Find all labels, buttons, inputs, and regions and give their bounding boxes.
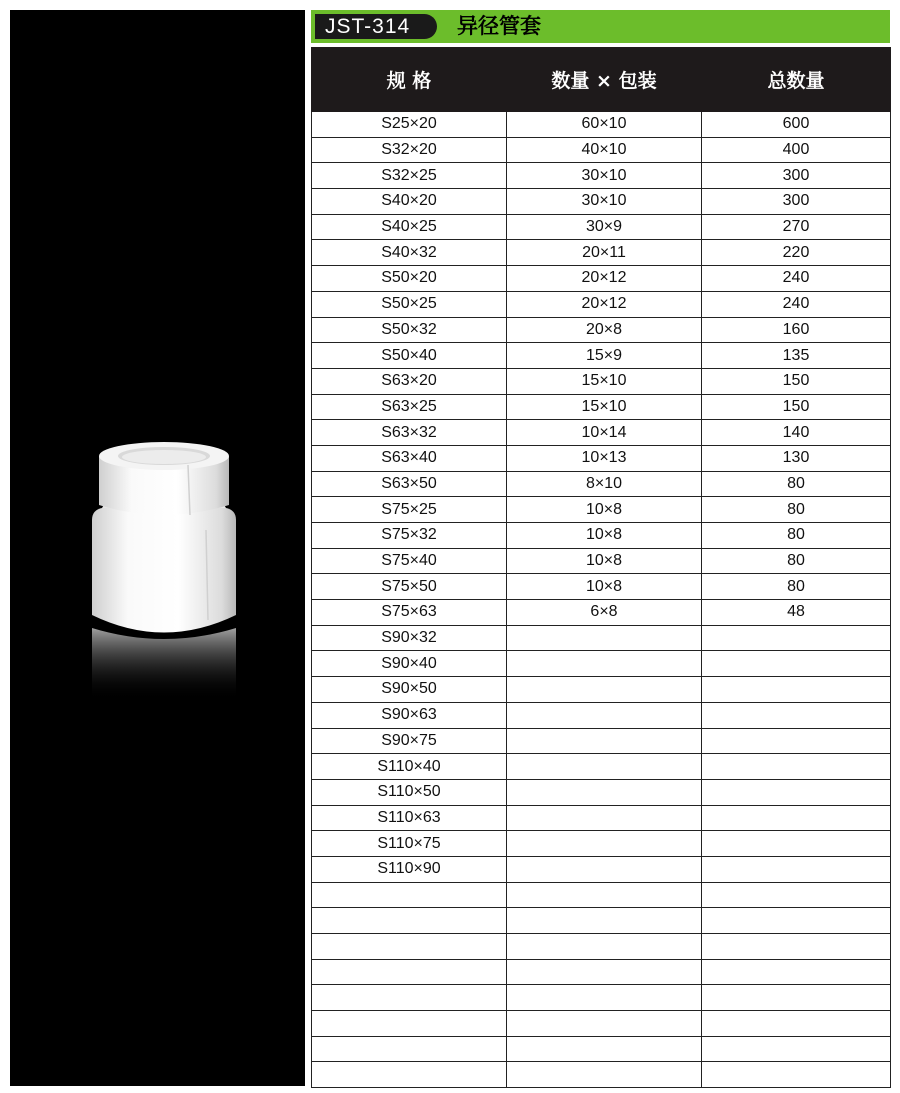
cell-spec <box>312 1036 507 1062</box>
cell-total <box>702 805 891 831</box>
cell-qty-pack <box>507 805 702 831</box>
cell-total <box>702 856 891 882</box>
table-row <box>312 291 891 317</box>
cell-qty-pack: 40×10 <box>507 137 702 163</box>
table-row <box>312 985 891 1011</box>
cell-qty-pack: 20×12 <box>507 266 702 292</box>
cell-spec: S90×75 <box>312 728 507 754</box>
table-row <box>312 1011 891 1037</box>
cell-spec: S75×40 <box>312 548 507 574</box>
cell-spec: S32×25 <box>312 163 507 189</box>
cell-total: 300 <box>702 189 891 215</box>
cell-total: 48 <box>702 600 891 626</box>
cell-qty-pack <box>507 882 702 908</box>
cell-qty-pack <box>507 985 702 1011</box>
table-row <box>312 1036 891 1062</box>
cell-qty-pack <box>507 677 702 703</box>
cell-total: 80 <box>702 523 891 549</box>
cell-spec: S63×20 <box>312 368 507 394</box>
cell-qty-pack: 30×9 <box>507 214 702 240</box>
cell-qty-pack <box>507 625 702 651</box>
cell-spec: S50×40 <box>312 343 507 369</box>
cell-total <box>702 831 891 857</box>
table-row <box>312 137 891 163</box>
cell-qty-pack <box>507 779 702 805</box>
cell-total: 160 <box>702 317 891 343</box>
cell-total <box>702 959 891 985</box>
cell-spec <box>312 1062 507 1088</box>
table-row <box>312 240 891 266</box>
cell-total: 80 <box>702 548 891 574</box>
cell-qty-pack <box>507 959 702 985</box>
table-row <box>312 677 891 703</box>
table-row <box>312 548 891 574</box>
cell-total <box>702 1062 891 1088</box>
header-qty-pack: 数量 × 包装 <box>507 48 702 112</box>
cell-qty-pack <box>507 934 702 960</box>
cell-qty-pack: 15×10 <box>507 368 702 394</box>
cell-qty-pack <box>507 1036 702 1062</box>
cell-total: 240 <box>702 266 891 292</box>
cell-spec: S110×40 <box>312 754 507 780</box>
cell-spec: S90×40 <box>312 651 507 677</box>
table-row <box>312 523 891 549</box>
cell-spec: S75×50 <box>312 574 507 600</box>
cell-spec: S75×32 <box>312 523 507 549</box>
table-row <box>312 959 891 985</box>
cell-qty-pack <box>507 1011 702 1037</box>
cell-qty-pack: 15×9 <box>507 343 702 369</box>
cell-spec: S110×50 <box>312 779 507 805</box>
cell-spec: S40×25 <box>312 214 507 240</box>
cell-spec: S63×40 <box>312 445 507 471</box>
cell-total: 80 <box>702 471 891 497</box>
cell-qty-pack: 10×13 <box>507 445 702 471</box>
cell-qty-pack <box>507 728 702 754</box>
table-row <box>312 728 891 754</box>
cell-qty-pack: 10×14 <box>507 420 702 446</box>
cell-total: 400 <box>702 137 891 163</box>
header-spec: 规 格 <box>312 48 507 112</box>
cell-qty-pack: 10×8 <box>507 523 702 549</box>
title-bar <box>311 10 890 43</box>
cell-spec: S110×75 <box>312 831 507 857</box>
cell-total: 600 <box>702 112 891 138</box>
cell-total <box>702 1036 891 1062</box>
table-row <box>312 497 891 523</box>
cell-total <box>702 908 891 934</box>
table-row <box>312 163 891 189</box>
cell-qty-pack: 8×10 <box>507 471 702 497</box>
cell-total: 80 <box>702 574 891 600</box>
cell-total <box>702 728 891 754</box>
cell-total <box>702 985 891 1011</box>
cell-spec <box>312 1011 507 1037</box>
cell-spec: S75×25 <box>312 497 507 523</box>
cell-qty-pack: 20×8 <box>507 317 702 343</box>
cell-total: 240 <box>702 291 891 317</box>
cell-total: 150 <box>702 394 891 420</box>
cell-qty-pack: 6×8 <box>507 600 702 626</box>
table-row <box>312 831 891 857</box>
cell-total <box>702 625 891 651</box>
cell-qty-pack <box>507 651 702 677</box>
cell-spec: S110×63 <box>312 805 507 831</box>
table-row <box>312 214 891 240</box>
table-row <box>312 368 891 394</box>
cell-qty-pack <box>507 856 702 882</box>
cell-total <box>702 779 891 805</box>
cell-spec: S63×32 <box>312 420 507 446</box>
cell-spec: S63×25 <box>312 394 507 420</box>
product-photo-panel <box>10 10 305 1086</box>
header-total: 总数量 <box>702 48 891 112</box>
table-row <box>312 1062 891 1088</box>
table-row <box>312 343 891 369</box>
cell-total <box>702 934 891 960</box>
cell-qty-pack: 30×10 <box>507 163 702 189</box>
cell-total <box>702 702 891 728</box>
table-row <box>312 754 891 780</box>
table-row <box>312 394 891 420</box>
cell-qty-pack: 10×8 <box>507 548 702 574</box>
spec-table <box>311 47 891 1088</box>
cell-spec: S50×32 <box>312 317 507 343</box>
product-code: JST-314 <box>315 14 437 39</box>
cell-spec <box>312 959 507 985</box>
table-row <box>312 112 891 138</box>
table-row <box>312 266 891 292</box>
table-row <box>312 651 891 677</box>
cell-total: 220 <box>702 240 891 266</box>
table-row <box>312 189 891 215</box>
cell-qty-pack <box>507 831 702 857</box>
cell-total <box>702 754 891 780</box>
cell-total <box>702 1011 891 1037</box>
cell-spec: S90×32 <box>312 625 507 651</box>
cell-spec: S25×20 <box>312 112 507 138</box>
cell-total: 150 <box>702 368 891 394</box>
table-row <box>312 471 891 497</box>
cell-qty-pack: 20×11 <box>507 240 702 266</box>
table-row <box>312 702 891 728</box>
table-row <box>312 420 891 446</box>
table-row <box>312 574 891 600</box>
cell-qty-pack <box>507 908 702 934</box>
cell-spec: S50×25 <box>312 291 507 317</box>
cell-spec: S40×32 <box>312 240 507 266</box>
cell-spec: S40×20 <box>312 189 507 215</box>
cell-spec <box>312 882 507 908</box>
table-body <box>312 112 891 1088</box>
table-header-row <box>312 48 891 112</box>
table-row <box>312 600 891 626</box>
cell-total: 80 <box>702 497 891 523</box>
cell-total <box>702 677 891 703</box>
table-row <box>312 934 891 960</box>
table-row <box>312 882 891 908</box>
table-row <box>312 805 891 831</box>
cell-qty-pack: 60×10 <box>507 112 702 138</box>
cell-qty-pack: 10×8 <box>507 497 702 523</box>
table-row <box>312 445 891 471</box>
cell-total <box>702 651 891 677</box>
cell-spec: S90×63 <box>312 702 507 728</box>
table-row <box>312 908 891 934</box>
cell-qty-pack <box>507 702 702 728</box>
cell-qty-pack <box>507 1062 702 1088</box>
cell-total: 270 <box>702 214 891 240</box>
cell-qty-pack: 15×10 <box>507 394 702 420</box>
cell-spec: S50×20 <box>312 266 507 292</box>
table-row <box>312 856 891 882</box>
table-row <box>312 625 891 651</box>
table-row <box>312 317 891 343</box>
cell-spec: S32×20 <box>312 137 507 163</box>
cell-total: 140 <box>702 420 891 446</box>
cell-spec: S110×90 <box>312 856 507 882</box>
cell-qty-pack: 20×12 <box>507 291 702 317</box>
product-title: 异径管套 <box>457 14 541 38</box>
cell-total: 300 <box>702 163 891 189</box>
cell-spec: S90×50 <box>312 677 507 703</box>
table-row <box>312 779 891 805</box>
cell-total <box>702 882 891 908</box>
cell-total: 135 <box>702 343 891 369</box>
cell-spec <box>312 985 507 1011</box>
cell-qty-pack: 10×8 <box>507 574 702 600</box>
cell-spec: S75×63 <box>312 600 507 626</box>
cell-total: 130 <box>702 445 891 471</box>
cell-spec <box>312 934 507 960</box>
cell-qty-pack <box>507 754 702 780</box>
cell-spec <box>312 908 507 934</box>
pipe-reducer-image <box>10 10 305 1086</box>
cell-spec: S63×50 <box>312 471 507 497</box>
cell-qty-pack: 30×10 <box>507 189 702 215</box>
